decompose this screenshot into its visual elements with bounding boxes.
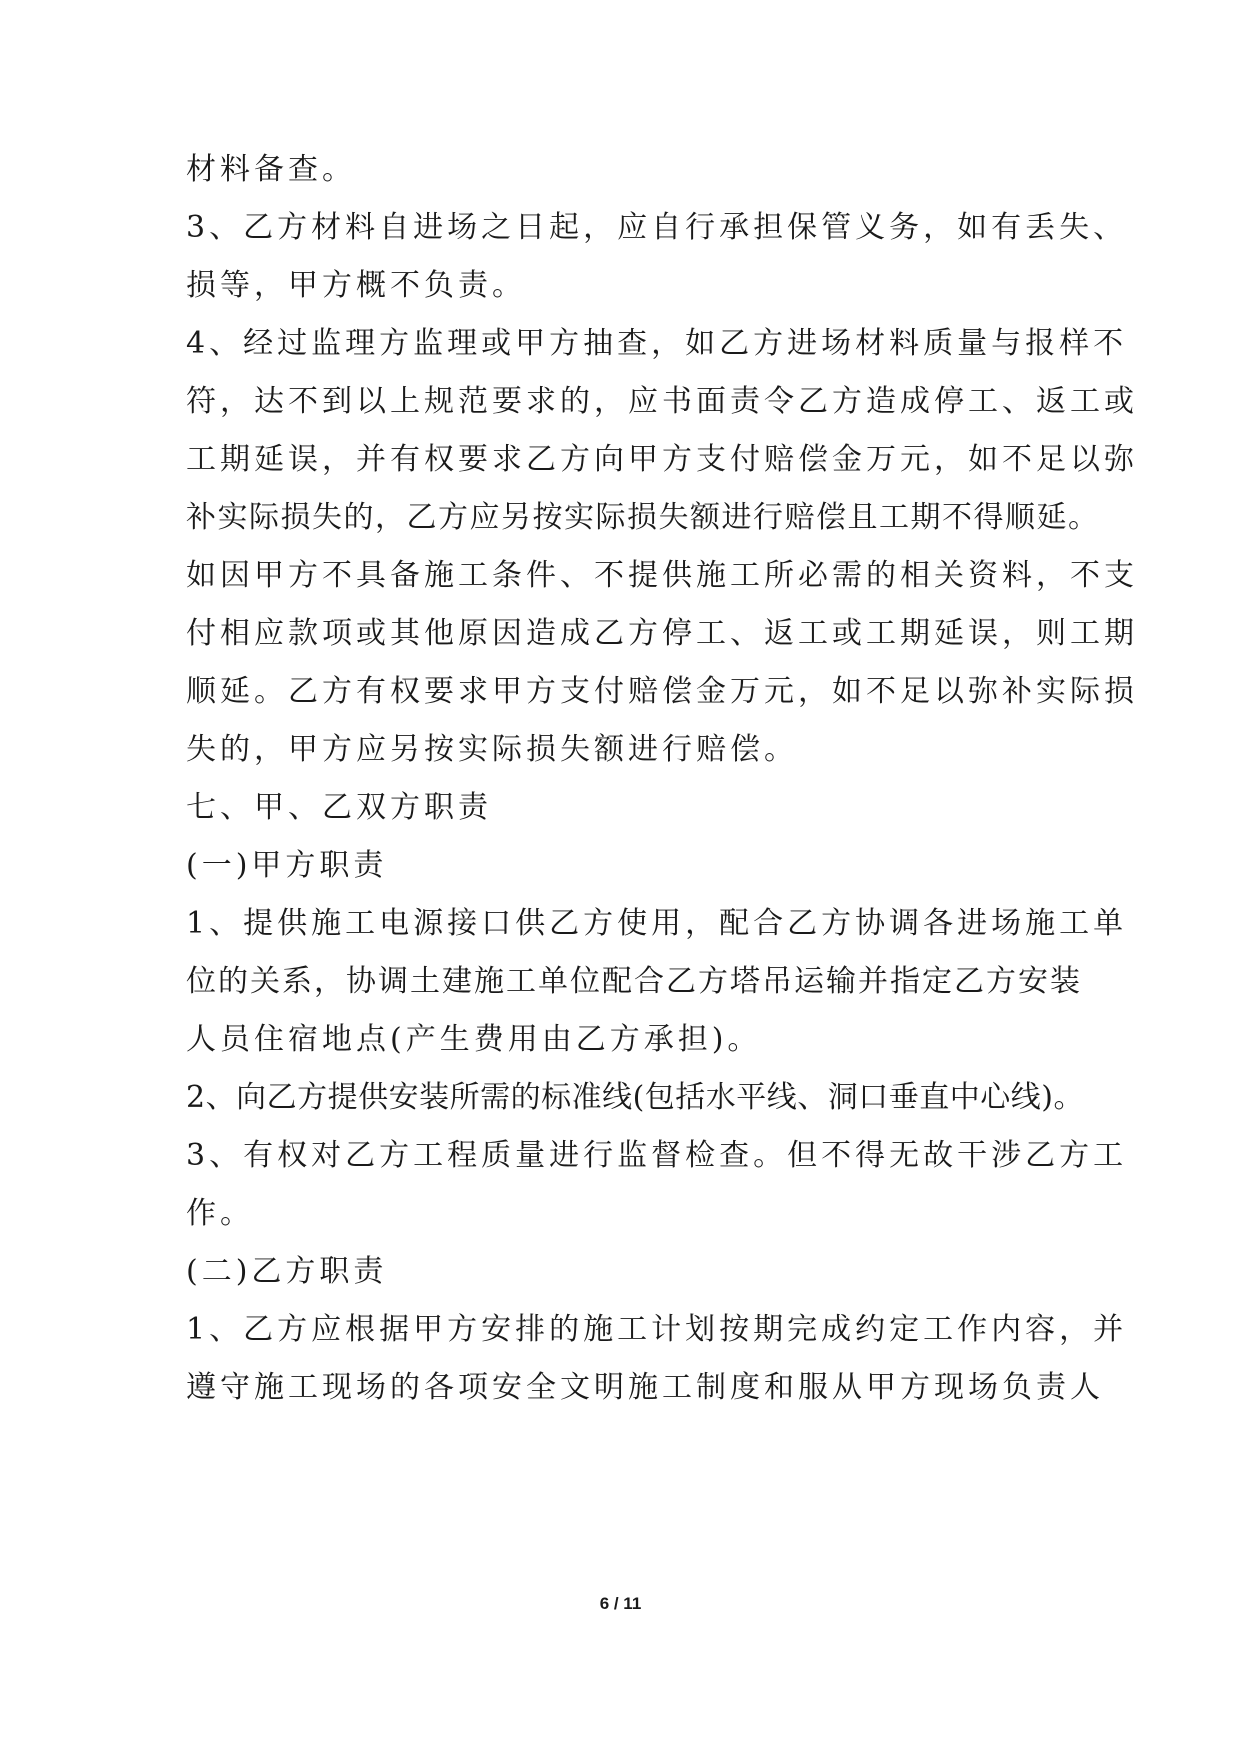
text-line: 3、乙方材料自进场之日起，应自行承担保管义务，如有丢失、: [186, 210, 1128, 245]
text-line: 4、经过监理方监理或甲方抽查，如乙方进场材料质量与报样不: [186, 326, 1128, 361]
subsection-heading: (二)乙方职责: [186, 1254, 388, 1289]
text-line: 1、乙方应根据甲方安排的施工计划按期完成约定工作内容，并: [186, 1312, 1128, 1347]
section-heading: 七、甲、乙双方职责: [186, 790, 492, 825]
text-line: 工期延误，并有权要求乙方向甲方支付赔偿金万元，如不足以弥: [186, 442, 1138, 477]
text-line: 2、向乙方提供安装所需的标准线(包括水平线、洞口垂直中心线)。: [186, 1080, 1084, 1115]
text-line: 损等，甲方概不负责。: [186, 268, 526, 303]
text-line: 符，达不到以上规范要求的，应书面责令乙方造成停工、返工或: [186, 384, 1138, 419]
subsection-heading: (一)甲方职责: [186, 848, 388, 883]
text-line: 3、有权对乙方工程质量进行监督检查。但不得无故干涉乙方工: [186, 1138, 1128, 1173]
text-line: 遵守施工现场的各项安全文明施工制度和服从甲方现场负责人: [186, 1370, 1104, 1405]
text-line: 材料备查。: [186, 152, 356, 187]
text-line: 1、提供施工电源接口供乙方使用，配合乙方协调各进场施工单: [186, 906, 1128, 941]
text-line: 补实际损失的，乙方应另按实际损失额进行赔偿且工期不得顺延。: [186, 500, 1100, 535]
text-line: 如因甲方不具备施工条件、不提供施工所必需的相关资料，不支: [186, 558, 1138, 593]
text-line: 人员住宿地点(产生费用由乙方承担)。: [186, 1022, 762, 1057]
text-line: 位的关系，协调土建施工单位配合乙方塔吊运输并指定乙方安装: [186, 964, 1082, 999]
text-line: 顺延。乙方有权要求甲方支付赔偿金万元，如不足以弥补实际损: [186, 674, 1138, 709]
text-line: 付相应款项或其他原因造成乙方停工、返工或工期延误，则工期: [186, 616, 1138, 651]
page-number: 6 / 11: [599, 1594, 642, 1613]
text-line: 失的，甲方应另按实际损失额进行赔偿。: [186, 732, 798, 767]
text-line: 作。: [186, 1196, 254, 1231]
